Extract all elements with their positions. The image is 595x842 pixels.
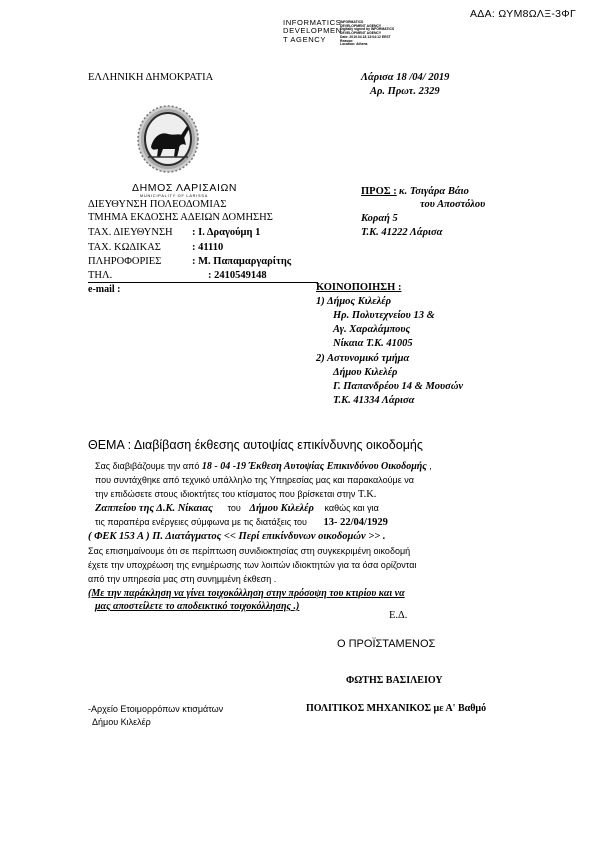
info-contact-value: : Μ. Παπαμαργαρίτης — [192, 256, 292, 267]
recipient-name: κ. Τσιγάρα Βάιο — [399, 186, 469, 197]
postal-code-value: : 41110 — [192, 242, 224, 253]
signature-detail: DEVELOPMENT AGENCY — [340, 31, 382, 36]
municipality-ref: Δήμου Κιλελέρ — [249, 503, 314, 514]
info-divider — [88, 282, 318, 283]
signer-role: ΠΟΛΙΤΙΚΟΣ ΜΗΧΑΝΙΚΟΣ με Α' Βαθμό — [306, 703, 487, 714]
info-contact-label: ΠΛΗΡΟΦΟΡΙΕΣ — [88, 256, 162, 267]
signature-agency-name — [283, 19, 342, 44]
body-text: την επιδώσετε στους ιδιοκτήτες του κτίσματος που βρίσκεται στην — [95, 489, 356, 499]
cc-item-1-line: Νίκαια Τ.Κ. 41005 — [333, 338, 413, 349]
address-value: : Ι. Δραγούμη 1 — [192, 227, 261, 238]
recipient-postal: Τ.Κ. 41222 Λάρισα — [361, 227, 443, 238]
body-line: από την υπηρεσία μας στη συνημμένη έκθεση . — [88, 574, 277, 584]
cc-item-2-line: Δήμου Κιλελέρ — [333, 367, 398, 378]
department-name: ΔΙΕΥΘΥΝΣΗ ΠΟΛΕΟΔΟΜΙΑΣ — [88, 199, 227, 210]
recipient-father-name: του Αποστόλου — [420, 199, 486, 210]
decree-reference: ( ΦΕΚ 153 Α ) Π. Διατάγματος << Περί επικίνδυνων οικοδομών >> . — [88, 531, 386, 542]
postal-code-label: ΤΑΧ. ΚΩΔΙΚΑΣ — [88, 242, 161, 253]
signature-detail: Digitally signed by INFORMATICS — [340, 27, 395, 32]
body-line — [95, 461, 432, 472]
agency-line: DEVELOPMEN — [283, 26, 342, 36]
municipality-name: ΔΗΜΟΣ ΛΑΡΙΣΑΙΩΝ — [132, 182, 238, 194]
signature-detail: DEVELOPMENT AGENCY — [340, 23, 382, 28]
cc-title: ΚΟΙΝΟΠΟΙΗΣΗ : — [316, 282, 402, 293]
cc-item-2-line: Γ. Παπανδρέου 14 & Μουσών — [333, 381, 464, 392]
body-text: καθώς και για — [324, 503, 379, 513]
signature-detail: Reason: — [340, 38, 354, 43]
agency-line: T AGENCY — [283, 34, 327, 44]
body-text: , — [429, 461, 432, 471]
address-label: ΤΑΧ. ΔΙΕΥΘΥΝΣΗ — [88, 227, 173, 238]
signature-detail: INFORMATICS — [340, 20, 364, 24]
signature-detail: Date: 2019.04.18 13:04:12 EEST — [340, 34, 391, 39]
archive-line: Δήμου Κιλελέρ — [92, 717, 151, 727]
recipient-address: Κοραή 5 — [361, 213, 398, 224]
body-line: έχετε την υποχρέωση της ενημέρωσης των λοιπών ιδιοκτητών για τα όσα ορίζονται — [88, 560, 417, 570]
cc-item-1-line: Ηρ. Πολυτεχνείου 13 & — [333, 310, 435, 321]
subject-line: ΘΕΜΑ : Διαβίβαση έκθεσης αυτοψίας επικίνδυνης οικοδομής — [88, 438, 423, 452]
republic-heading: ΕΛΛΗΝΙΚΗ ΔΗΜΟΚΡΑΤΙΑ — [88, 72, 214, 83]
signer-name: ΦΩΤΗΣ ΒΑΣΙΛΕΙΟΥ — [346, 675, 443, 686]
section-name: ΤΜΗΜΑ ΕΚΔΟΣΗΣ ΑΔΕΙΩΝ ΔΟΜΗΣΗΣ — [88, 212, 273, 223]
body-text: Σας διαβιβάζουμε την από — [95, 461, 200, 471]
posting-request-note: (Με την παράκληση να γίνει τοιχοκόλληση στην πρόσοψη του κτιρίου και να — [88, 588, 405, 599]
recipient-label: ΠΡΟΣ : — [361, 186, 397, 197]
decree-date: 13- 22/04/1929 — [323, 517, 388, 528]
municipality-subtitle: MUNICIPALITY OF LARISSA — [140, 194, 209, 198]
document-date: Λάρισα 18 /04/ 2019 — [361, 72, 450, 83]
body-text: Τ.Κ. — [357, 489, 377, 500]
cc-item-2-line: Τ.Κ. 41334 Λάρισα — [333, 395, 415, 406]
cc-item-1: 1) Δήμος Κιλελέρ — [316, 296, 391, 307]
body-text: τις παραπέρα ενέργειες σύμφωνα με τις διατάξεις του — [95, 517, 307, 527]
body-text: του — [227, 503, 241, 513]
archive-line: -Αρχείο Ετοιμορρόπων κτισμάτων — [88, 704, 224, 714]
body-line — [95, 489, 376, 500]
phone-label: ΤΗΛ. — [88, 270, 113, 281]
body-line — [95, 517, 388, 528]
agency-line: INFORMATICS — [283, 18, 342, 27]
body-line: Σας επισημαίνουμε ότι σε περίπτωση συνιδιοκτησίας στη συγκεκριμένη οικοδομή — [88, 546, 411, 556]
head-title: Ο ΠΡΟΪΣΤΑΜΕΝΟΣ — [337, 638, 436, 650]
signature-detail: Location: Athens — [340, 42, 368, 47]
cc-item-2: 2) Αστυνομικό τμήμα — [316, 353, 410, 364]
cc-item-1-line: Αγ. Χαραλάμπους — [333, 324, 411, 335]
phone-value: : 2410549148 — [208, 270, 267, 281]
posting-request-note: μας αποστείλετε το αποδεικτικό τοιχοκόλλησης .) — [95, 601, 300, 612]
email-label: e-mail : — [88, 284, 121, 295]
ada-number: ΑΔΑ: ΩΥΜ8ΩΛΞ-3ΦΓ — [470, 8, 577, 20]
inspection-report-ref: 18 - 04 -19 Έκθεση Αυτοψίας Επικινδύνου Οικοδομής — [201, 461, 427, 472]
location-ref: Ζαππείου της Δ.Κ. Νίκαιας — [95, 503, 213, 514]
municipality-emblem-icon — [134, 105, 202, 177]
protocol-number: Αρ. Πρωτ. 2329 — [370, 86, 440, 97]
signature-details — [340, 21, 394, 47]
closing-ed: Ε.Δ. — [389, 610, 408, 621]
body-line — [95, 503, 379, 514]
body-line: που συντάχθηκε από τεχνικό υπάλληλο της Υπηρεσίας μας και παρακαλούμε να — [95, 475, 414, 485]
